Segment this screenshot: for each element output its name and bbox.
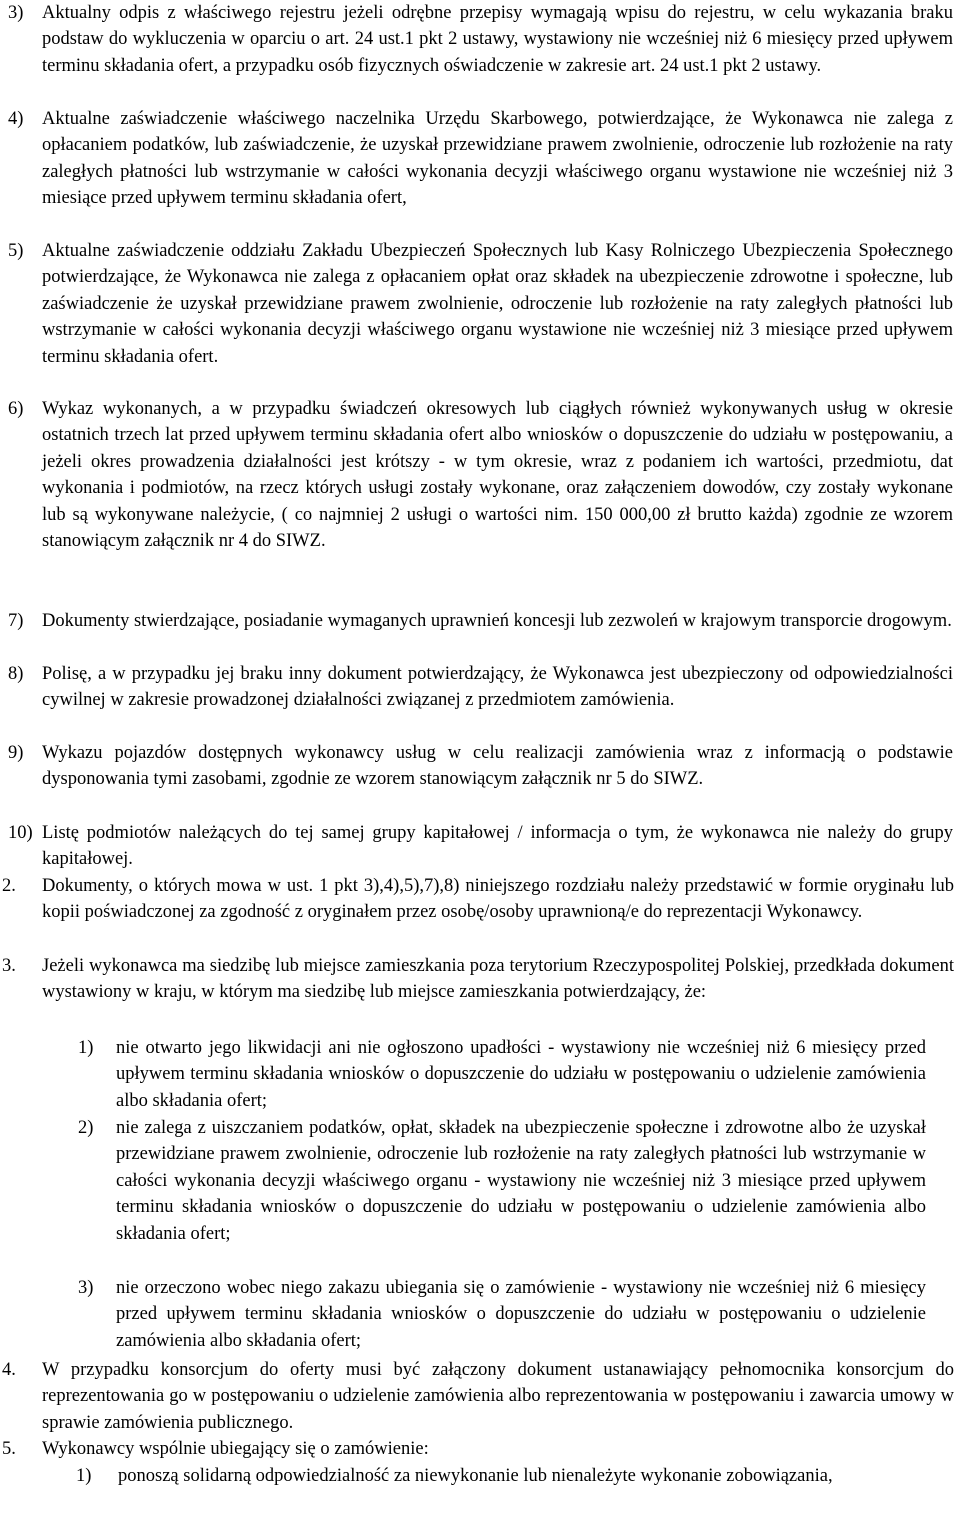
item-number: 2) xyxy=(78,1118,94,1138)
item-number: 10) xyxy=(8,823,33,843)
item-text: Aktualny odpis z właściwego rejestru jeżeli odrębne przepisy wymagają wpisu do rejestru, w celu wykazania braku podstaw do wykluczenia w oparciu o art. 24 ust.1 pkt 2 ustawy, wystawiony nie wcześniej niż 6 miesięcy przed upływem terminu składania ofert, a przypadku osób fizycznych oświadczenie w zakresie art. 24 ust.1 pkt 2 ustawy. xyxy=(42,3,953,76)
list-item xyxy=(8,396,953,554)
item-text: nie zalega z uiszczaniem podatków, opłat, składek na ubezpieczenie społeczne i zdrowotne albo że uzyskał przewidziane prawem zwolnienie, odroczenie lub rozłożenie na raty zaległych płatności lub wstrzymanie w całości wykonania decyzji właściwego organu - wystawiony nie wcześniej niż 3 miesiące przed upływem terminu składania wniosków o dopuszczenie do udziału w postępowaniu o udzielenie zamówienia albo składania ofert; xyxy=(116,1118,926,1244)
list-item xyxy=(76,1463,950,1489)
item-text: nie otwarto jego likwidacji ani nie ogłoszono upadłości - wystawiony nie wcześniej niż 6 miesięcy przed upływem terminu składania wniosków o dopuszczenie do udziału w postępowaniu o udzielenie zamówienia albo składania ofert; xyxy=(116,1038,926,1111)
item-number: 1) xyxy=(78,1038,94,1058)
point-number: 2. xyxy=(2,876,16,896)
point-number: 3. xyxy=(2,956,16,976)
item-text: Wykaz wykonanych, a w przypadku świadczeń okresowych lub ciągłych również wykonywanych usług w okresie ostatnich trzech lat przed upływem terminu składania ofert albo wniosków o dopuszczenie do udziału w postępowaniu, a jeżeli okres prowadzenia działalności jest krótszy - w tym okresie, wraz z podaniem ich wartości, przedmiotu, dat wykonania i podmiotów, na rzecz których usługi zostały wykonane, oraz załączeniem dowodów, czy zostały wykonane lub są wykonywane należycie, ( co najmniej 2 usługi o wartości nim. 150 000,00 zł brutto każda) zgodnie ze wzorem stanowiącym załącznik nr 4 do SIWZ. xyxy=(42,399,953,552)
list-item xyxy=(8,0,953,79)
item-text: Wykazu pojazdów dostępnych wykonawcy usług w celu realizacji zamówienia wraz z informacją o podstawie dysponowania tymi zasobami, zgodnie ze wzorem stanowiącym załącznik nr 5 do SIWZ. xyxy=(42,743,953,790)
item-number: 3) xyxy=(78,1278,94,1298)
item-number: 7) xyxy=(8,611,24,631)
item-text: Listę podmiotów należących do tej samej grupy kapitałowej / informacja o tym, że wykonawca nie należy do grupy kapitałowej. xyxy=(42,823,953,870)
item-number: 1) xyxy=(76,1466,92,1486)
list-item xyxy=(8,238,953,370)
item-text: Dokumenty stwierdzające, posiadanie wymaganych uprawnień koncesji lub zezwoleń w krajowym transporcie drogowym. xyxy=(42,611,952,631)
point-text: W przypadku konsorcjum do oferty musi być załączony dokument ustanawiający pełnomocnika konsorcjum do reprezentowania go w postępowaniu o udzielenie zamówienia albo reprezentowania w postępowaniu i zawarcia umowy w sprawie zamówienia publicznego. xyxy=(42,1360,954,1433)
item-text: nie orzeczono wobec niego zakazu ubiegania się o zamówienie - wystawiony nie wcześniej niż 6 miesięcy przed upływem terminu składania wniosków o dopuszczenie do udziału w postępowaniu o udzielenie zamówienia albo składania ofert; xyxy=(116,1278,926,1351)
item-number: 3) xyxy=(8,3,24,23)
section-point-4 xyxy=(2,1357,954,1436)
point-text: Wykonawcy wspólnie ubiegający się o zamówienie: xyxy=(42,1439,429,1459)
point-number: 4. xyxy=(2,1360,16,1380)
item-number: 9) xyxy=(8,743,24,763)
item-text: Polisę, a w przypadku jej braku inny dokument potwierdzający, że Wykonawca jest ubezpieczony od odpowiedzialności cywilnej w zakresie prowadzonej działalności związanej z przedmiotem zamówienia. xyxy=(42,664,953,711)
list-item xyxy=(78,1275,926,1354)
section-point-2 xyxy=(2,873,954,926)
list-item xyxy=(8,740,953,793)
point-text: Jeżeli wykonawca ma siedzibę lub miejsce zamieszkania poza terytorium Rzeczypospolitej Polskiej, przedkłada dokument wystawiony w kraju, w którym ma siedzibę lub miejsce zamieszkania potwierdzający, że: xyxy=(42,956,954,1003)
item-text: Aktualne zaświadczenie oddziału Zakładu Ubezpieczeń Społecznych lub Kasy Rolniczego Ubezpieczenia Społecznego potwierdzające, że Wykonawca nie zalega z opłacaniem opłat oraz składek na ubezpieczenie zdrowotne i społeczne, lub zaświadczenie że uzyskał przewidziane prawem zwolnienie, odroczenie lub rozłożenie na raty zaległych płatności lub wstrzymanie w całości wykonania decyzji właściwego organu wystawione nie wcześniej niż 3 miesiące przed upływem terminu składania ofert. xyxy=(42,241,953,367)
point-text: Dokumenty, o których mowa w ust. 1 pkt 3),4),5),7),8) niniejszego rozdziału należy przedstawić w formie oryginału lub kopii poświadczonej za zgodność z oryginałem przez osobę/osoby uprawnioną/e do reprezentacji Wykonawcy. xyxy=(42,876,954,923)
list-item xyxy=(8,608,953,634)
item-number: 6) xyxy=(8,399,24,419)
list-item xyxy=(8,820,953,873)
point-number: 5. xyxy=(2,1439,16,1459)
item-number: 8) xyxy=(8,664,24,684)
section-point-3 xyxy=(2,953,954,1006)
list-item xyxy=(8,106,953,212)
item-text: ponoszą solidarną odpowiedzialność za niewykonanie lub nienależyte wykonanie zobowiązania, xyxy=(118,1466,833,1486)
list-item xyxy=(8,661,953,714)
list-item xyxy=(78,1035,926,1114)
item-number: 4) xyxy=(8,109,24,129)
item-text: Aktualne zaświadczenie właściwego naczelnika Urzędu Skarbowego, potwierdzające, że Wykonawca nie zalega z opłacaniem podatków, lub zaświadczenie, że uzyskał przewidziane prawem zwolnienie, odroczenie lub rozłożenie na raty zaległych płatności lub wstrzymanie w całości wykonania decyzji właściwego organu wystawione nie wcześniej niż 3 miesiące przed upływem terminu składania ofert, xyxy=(42,109,953,209)
item-number: 5) xyxy=(8,241,24,261)
section-point-5 xyxy=(2,1436,954,1462)
list-item xyxy=(78,1115,926,1247)
